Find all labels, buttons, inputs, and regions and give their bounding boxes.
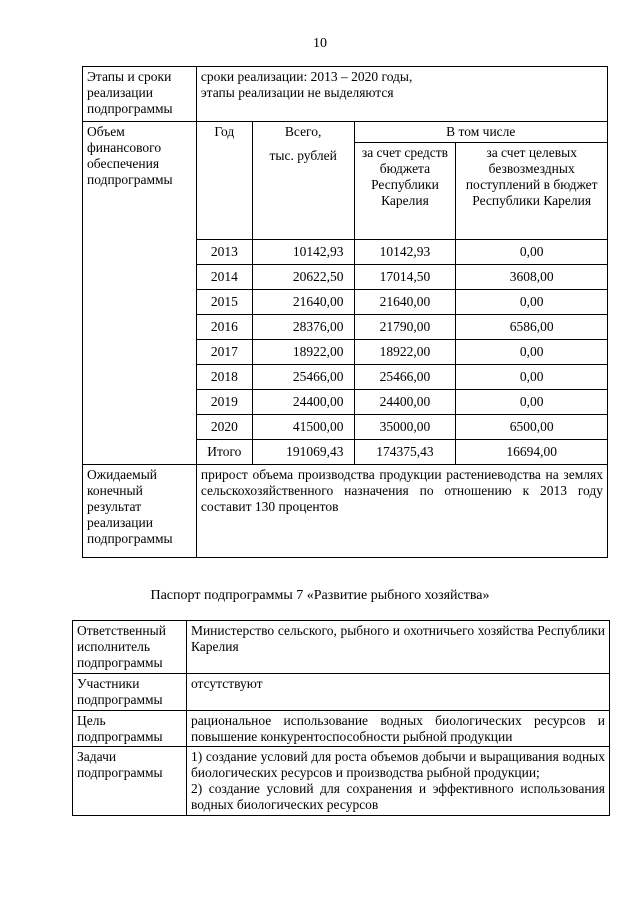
year-cell: 2018 (196, 365, 252, 390)
year-cell: 2017 (196, 340, 252, 365)
grants-cell: 0,00 (456, 365, 608, 390)
result-row (83, 465, 608, 558)
result-value: прирост объема производства продукции растениеводства на землях сельскохозяйственного назначения по отношению к 2013 году составит 130 процентов (196, 465, 607, 558)
participants-label: Участники подпрограммы (73, 673, 187, 710)
stages-value (196, 67, 607, 122)
stages-row (83, 67, 608, 122)
year-cell: 2015 (196, 290, 252, 315)
budget-cell: 21790,00 (354, 315, 456, 340)
tasks-label: Задачи подпрограммы (73, 747, 187, 816)
tasks-row (73, 747, 610, 816)
col-including-header: В том числе (354, 122, 607, 143)
executor-row (73, 621, 610, 674)
budget-cell: 17014,50 (354, 265, 456, 290)
subprogram7-title: Паспорт подпрограммы 7 «Развитие рыбного хозяйства» (150, 588, 490, 603)
col-total-line-2: тыс. рублей (269, 147, 337, 163)
stages-line-2: этапы реализации не выделяются (200, 84, 394, 100)
grants-cell: 0,00 (456, 340, 608, 365)
budget-cell: 18922,00 (354, 340, 456, 365)
participants-value: отсутствуют (186, 673, 609, 710)
budget-cell: 25466,00 (354, 365, 456, 390)
total-cell: 10142,93 (252, 240, 354, 265)
col-total-line-1: Всего, (284, 124, 322, 139)
grants-cell: 6586,00 (456, 315, 608, 340)
grants-cell: 0,00 (456, 390, 608, 415)
grants-cell: 3608,00 (456, 265, 608, 290)
result-label: Ожидаемый конечный результат реализации подпрограммы (83, 465, 197, 558)
total-cell: 28376,00 (252, 315, 354, 340)
grants-cell: 0,00 (456, 240, 608, 265)
total-cell: 20622,50 (252, 265, 354, 290)
budget-cell: 21640,00 (354, 290, 456, 315)
grants-cell: 0,00 (456, 290, 608, 315)
budget-cell: 174375,43 (354, 440, 456, 465)
goal-row (73, 710, 610, 747)
budget-cell: 24400,00 (354, 390, 456, 415)
year-cell: 2016 (196, 315, 252, 340)
year-cell: 2020 (196, 415, 252, 440)
total-cell: 191069,43 (252, 440, 354, 465)
executor-value: Министерство сельского, рыбного и охотничьего хозяйства Республики Карелия (186, 621, 609, 674)
total-cell: 21640,00 (252, 290, 354, 315)
total-cell: 41500,00 (252, 415, 354, 440)
year-cell: 2013 (196, 240, 252, 265)
goal-label: Цель подпрограммы (73, 710, 187, 747)
year-cell: Итого (196, 440, 252, 465)
participants-row (73, 673, 610, 710)
funding-header-row (83, 122, 608, 143)
col-budget-header: за счет средств бюджета Республики Карелия (354, 143, 456, 240)
col-grants-header: за счет целевых безвозмездных поступлений в бюджет Республики Карелия (456, 143, 608, 240)
budget-cell: 35000,00 (354, 415, 456, 440)
year-cell: 2019 (196, 390, 252, 415)
tasks-value (186, 747, 609, 816)
stages-label: Этапы и сроки реализации подпрограммы (83, 67, 197, 122)
subprogram7-passport-table (72, 620, 610, 816)
executor-label: Ответственный исполнитель подпрограммы (73, 621, 187, 674)
year-cell: 2014 (196, 265, 252, 290)
total-cell: 24400,00 (252, 390, 354, 415)
grants-cell: 16694,00 (456, 440, 608, 465)
stages-line-1: сроки реализации: 2013 – 2020 годы, (200, 69, 413, 84)
total-cell: 18922,00 (252, 340, 354, 365)
grants-cell: 6500,00 (456, 415, 608, 440)
page-number: 10 (313, 36, 327, 51)
funding-label: Объем финансового обеспечения подпрограммы (83, 122, 197, 465)
task-item: 2) создание условий для сохранения и эффективного использования водных биологических ресурсов (190, 781, 605, 813)
subprogram6-passport-table (82, 66, 608, 558)
goal-value: рациональное использование водных биологических ресурсов и повышение конкурентоспособности рыбной продукции (186, 710, 609, 747)
total-cell: 25466,00 (252, 365, 354, 390)
col-total-header (252, 122, 354, 240)
budget-cell: 10142,93 (354, 240, 456, 265)
col-year-header: Год (196, 122, 252, 240)
task-item: 1) создание условий для роста объемов добычи и выращивания водных биологических ресурсов и производства рыбной продукции; (190, 749, 605, 781)
